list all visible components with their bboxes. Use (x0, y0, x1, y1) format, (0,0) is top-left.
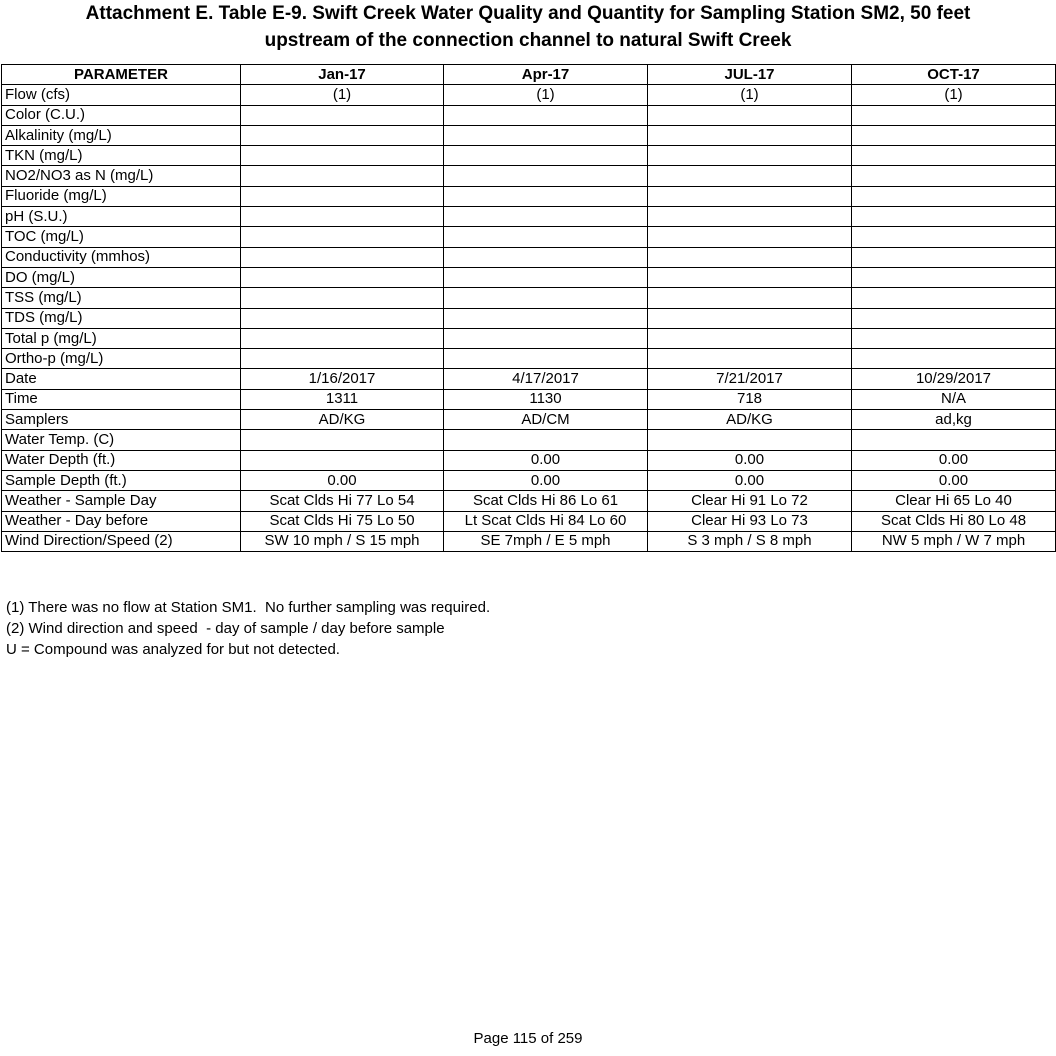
title-line-1: Attachment E. Table E-9. Swift Creek Water Quality and Quantity for Sampling Station SM2, 50 feet (85, 3, 971, 24)
value-cell (444, 186, 648, 206)
value-cell (444, 227, 648, 247)
value-cell (852, 207, 1056, 227)
value-cell: 0.00 (852, 450, 1056, 470)
value-cell: Scat Clds Hi 77 Lo 54 (241, 491, 444, 511)
parameter-cell: Color (C.U.) (2, 105, 241, 125)
value-cell (852, 328, 1056, 348)
value-cell (444, 105, 648, 125)
value-cell (648, 328, 852, 348)
table-row (2, 105, 1056, 125)
value-cell (852, 166, 1056, 186)
value-cell (648, 166, 852, 186)
table-header-row (2, 65, 1056, 85)
title-line-2: upstream of the connection channel to natural Swift Creek (264, 30, 792, 51)
value-cell: SE 7mph / E 5 mph (444, 531, 648, 551)
value-cell (241, 450, 444, 470)
value-cell (241, 186, 444, 206)
parameter-cell: Weather - Sample Day (2, 491, 241, 511)
parameter-cell: TSS (mg/L) (2, 288, 241, 308)
value-cell: 7/21/2017 (648, 369, 852, 389)
table-body (2, 85, 1056, 552)
table-row (2, 125, 1056, 145)
value-cell (648, 207, 852, 227)
value-cell (241, 227, 444, 247)
value-cell (648, 146, 852, 166)
value-cell (852, 227, 1056, 247)
value-cell (241, 166, 444, 186)
value-cell: 1/16/2017 (241, 369, 444, 389)
value-cell: 0.00 (241, 470, 444, 490)
value-cell (241, 430, 444, 450)
value-cell (241, 288, 444, 308)
value-cell (648, 125, 852, 145)
value-cell: S 3 mph / S 8 mph (648, 531, 852, 551)
header-jul-17: JUL-17 (648, 65, 852, 85)
table-row (2, 349, 1056, 369)
parameter-cell: Flow (cfs) (2, 85, 241, 105)
value-cell (444, 146, 648, 166)
header-jan-17: Jan-17 (241, 65, 444, 85)
value-cell (852, 430, 1056, 450)
table-row (2, 491, 1056, 511)
footnote-2: (2) Wind direction and speed - day of sample / day before sample (6, 620, 445, 637)
value-cell (648, 267, 852, 287)
value-cell (444, 328, 648, 348)
value-cell: 1311 (241, 389, 444, 409)
value-cell (648, 349, 852, 369)
footnotes (6, 597, 490, 660)
value-cell: SW 10 mph / S 15 mph (241, 531, 444, 551)
value-cell (444, 207, 648, 227)
table-row (2, 470, 1056, 490)
parameter-cell: Conductivity (mmhos) (2, 247, 241, 267)
table-row (2, 267, 1056, 287)
table-row (2, 369, 1056, 389)
value-cell (241, 125, 444, 145)
value-cell: 10/29/2017 (852, 369, 1056, 389)
value-cell (648, 308, 852, 328)
table-row (2, 288, 1056, 308)
value-cell (852, 267, 1056, 287)
value-cell: 1130 (444, 389, 648, 409)
value-cell (648, 430, 852, 450)
parameter-cell: Fluoride (mg/L) (2, 186, 241, 206)
value-cell: NW 5 mph / W 7 mph (852, 531, 1056, 551)
value-cell: AD/KG (648, 410, 852, 430)
value-cell (852, 105, 1056, 125)
parameter-cell: Water Temp. (C) (2, 430, 241, 450)
value-cell: Clear Hi 91 Lo 72 (648, 491, 852, 511)
value-cell (444, 166, 648, 186)
parameter-cell: DO (mg/L) (2, 267, 241, 287)
value-cell (648, 247, 852, 267)
page-number: Page 115 of 259 (473, 1030, 583, 1047)
value-cell: 0.00 (648, 470, 852, 490)
value-cell (241, 308, 444, 328)
table-row (2, 207, 1056, 227)
value-cell: 0.00 (648, 450, 852, 470)
table-row (2, 511, 1056, 531)
value-cell (444, 267, 648, 287)
value-cell: Scat Clds Hi 75 Lo 50 (241, 511, 444, 531)
value-cell (241, 349, 444, 369)
parameter-cell: Samplers (2, 410, 241, 430)
value-cell (852, 349, 1056, 369)
value-cell: (1) (852, 85, 1056, 105)
table-row (2, 531, 1056, 551)
table-row (2, 227, 1056, 247)
parameter-cell: NO2/NO3 as N (mg/L) (2, 166, 241, 186)
value-cell: 0.00 (444, 470, 648, 490)
value-cell (648, 227, 852, 247)
value-cell (852, 247, 1056, 267)
parameter-cell: Ortho-p (mg/L) (2, 349, 241, 369)
parameter-cell: Water Depth (ft.) (2, 450, 241, 470)
value-cell (852, 308, 1056, 328)
header-apr-17: Apr-17 (444, 65, 648, 85)
table-row (2, 247, 1056, 267)
header-parameter: PARAMETER (2, 65, 241, 85)
value-cell (852, 125, 1056, 145)
parameter-cell: pH (S.U.) (2, 207, 241, 227)
table-row (2, 410, 1056, 430)
value-cell (852, 288, 1056, 308)
value-cell (241, 267, 444, 287)
parameter-cell: TDS (mg/L) (2, 308, 241, 328)
table-row (2, 166, 1056, 186)
value-cell: ad,kg (852, 410, 1056, 430)
value-cell: 0.00 (852, 470, 1056, 490)
value-cell (444, 308, 648, 328)
value-cell (648, 186, 852, 206)
table-row (2, 450, 1056, 470)
value-cell: Clear Hi 93 Lo 73 (648, 511, 852, 531)
value-cell (241, 146, 444, 166)
value-cell: Clear Hi 65 Lo 40 (852, 491, 1056, 511)
value-cell (648, 288, 852, 308)
parameter-cell: Wind Direction/Speed (2) (2, 531, 241, 551)
value-cell (241, 328, 444, 348)
value-cell: AD/CM (444, 410, 648, 430)
value-cell (444, 349, 648, 369)
table-row (2, 186, 1056, 206)
value-cell: AD/KG (241, 410, 444, 430)
value-cell: (1) (444, 85, 648, 105)
parameter-cell: Time (2, 389, 241, 409)
parameter-cell: Date (2, 369, 241, 389)
parameter-cell: Sample Depth (ft.) (2, 470, 241, 490)
value-cell (852, 146, 1056, 166)
value-cell (444, 125, 648, 145)
value-cell (241, 207, 444, 227)
value-cell (648, 105, 852, 125)
parameter-cell: Total p (mg/L) (2, 328, 241, 348)
parameter-cell: TKN (mg/L) (2, 146, 241, 166)
value-cell: N/A (852, 389, 1056, 409)
value-cell: (1) (241, 85, 444, 105)
value-cell (241, 247, 444, 267)
header-oct-17: OCT-17 (852, 65, 1056, 85)
value-cell (241, 105, 444, 125)
table-row (2, 430, 1056, 450)
table-row (2, 389, 1056, 409)
parameter-cell: Weather - Day before (2, 511, 241, 531)
water-quality-table (1, 64, 1056, 552)
value-cell: Lt Scat Clds Hi 84 Lo 60 (444, 511, 648, 531)
value-cell (444, 430, 648, 450)
page-title (0, 0, 1056, 54)
value-cell (852, 186, 1056, 206)
table-row (2, 85, 1056, 105)
value-cell: Scat Clds Hi 86 Lo 61 (444, 491, 648, 511)
footnote-3: U = Compound was analyzed for but not detected. (6, 641, 340, 658)
table-row (2, 146, 1056, 166)
value-cell (444, 247, 648, 267)
table-row (2, 328, 1056, 348)
parameter-cell: Alkalinity (mg/L) (2, 125, 241, 145)
value-cell: 718 (648, 389, 852, 409)
value-cell: (1) (648, 85, 852, 105)
footnote-1: (1) There was no flow at Station SM1. No further sampling was required. (6, 599, 491, 616)
value-cell (444, 288, 648, 308)
value-cell: 0.00 (444, 450, 648, 470)
parameter-cell: TOC (mg/L) (2, 227, 241, 247)
value-cell: Scat Clds Hi 80 Lo 48 (852, 511, 1056, 531)
value-cell: 4/17/2017 (444, 369, 648, 389)
table-row (2, 308, 1056, 328)
